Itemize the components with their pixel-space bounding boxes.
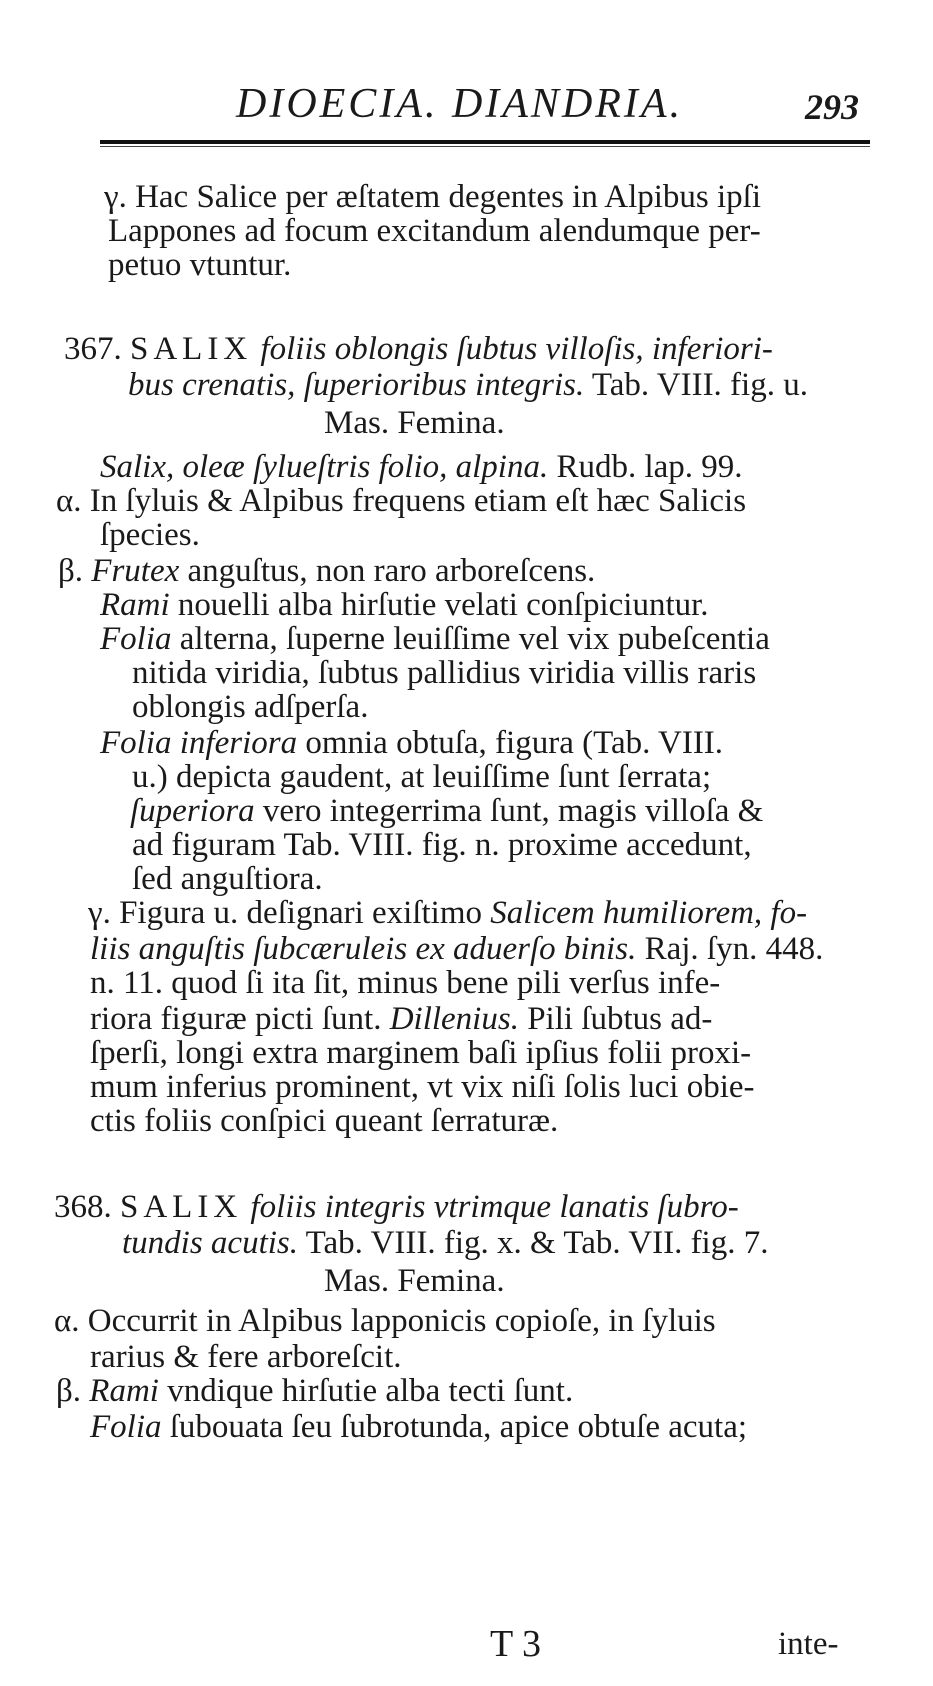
- text-line: [122, 1224, 768, 1262]
- text-line: [100, 620, 770, 658]
- text-line: [132, 758, 711, 796]
- text-line: [90, 930, 823, 968]
- italic-text: bus crenatis, ſuperioribus integris.: [128, 367, 585, 403]
- italic-text: Rami: [89, 1373, 159, 1409]
- text-line: [88, 894, 807, 932]
- text-line: [128, 366, 808, 404]
- text-segment: Mas. Femina.: [324, 405, 505, 441]
- text-line: [54, 1188, 739, 1226]
- text-segment: Raj. ſyn. 448.: [636, 931, 824, 967]
- page-number: 293: [805, 87, 859, 127]
- catchword: inte-: [778, 1626, 839, 1662]
- text-line: [100, 516, 200, 554]
- text-line: [132, 654, 756, 692]
- italic-text: Rami: [100, 587, 170, 623]
- text-segment: petuo vtuntur.: [108, 247, 292, 283]
- text-segment: oblongis adſperſa.: [132, 689, 369, 725]
- text-line: [90, 1000, 712, 1038]
- text-line: [56, 1372, 573, 1410]
- text-segment: Rudb. lap. 99.: [548, 449, 743, 485]
- text-segment: β.: [56, 1373, 90, 1409]
- text-line: [100, 724, 723, 762]
- text-segment: ad figuram Tab. VIII. fig. n. proxime accedunt,: [132, 827, 752, 863]
- text-line: [90, 1408, 747, 1446]
- text-segment: nouelli alba hirſutie velati conſpiciuntur.: [169, 587, 709, 623]
- text-segment: Tab. VIII. fig. u.: [584, 367, 808, 403]
- text-line: [132, 688, 368, 726]
- italic-text: Salix, oleæ ſylueſtris folio, alpina.: [100, 449, 549, 485]
- running-head: DIOECIA. DIANDRIA.: [236, 81, 684, 127]
- text-segment: α. In ſyluis & Alpibus frequens etiam eſt hæc Salicis: [56, 483, 747, 519]
- text-line: [132, 860, 323, 898]
- text-line: [58, 552, 595, 590]
- text-segment: vero integerrima ſunt, magis villoſa &: [254, 793, 764, 829]
- text-segment: γ. Figura u. deſignari exiſtimo: [88, 895, 491, 931]
- text-line: [90, 964, 720, 1002]
- text-segment: α. Occurrit in Alpibus lapponicis copioſe, in ſyluis: [54, 1303, 716, 1339]
- italic-text: Frutex: [91, 553, 180, 589]
- italic-text: Salicem humiliorem, fo-: [490, 895, 808, 931]
- signature-mark: T 3: [490, 1623, 542, 1665]
- text-line: [324, 1262, 505, 1300]
- text-line: [90, 1068, 755, 1106]
- italic-text: Folia: [90, 1409, 162, 1445]
- italic-text: Folia inferiora: [100, 725, 298, 761]
- text-segment: ſpecies.: [100, 517, 200, 553]
- text-line: [90, 1338, 402, 1376]
- text-segment: ctis foliis conſpici queant ſerraturæ.: [90, 1103, 559, 1139]
- text-segment: mum inferius prominent, vt vix niſi ſolis luci obie-: [90, 1069, 755, 1105]
- italic-text: foliis oblongis ſubtus villoſis, inferiori-: [252, 331, 773, 367]
- text-segment: ſperſi, longi extra marginem baſi ipſius folii proxi-: [90, 1035, 752, 1071]
- italic-text: Dillenius.: [389, 1001, 519, 1037]
- text-segment: γ. Hac Salice per æſtatem degentes in Alpibus ipſi: [104, 179, 762, 215]
- text-segment: β.: [58, 553, 92, 589]
- text-segment: Lappones ad focum excitandum alendumque per-: [108, 213, 761, 249]
- italic-text: Folia: [100, 621, 172, 657]
- text-segment: vndique hirſutie alba tecti ſunt.: [158, 1373, 574, 1409]
- italic-text: liis anguſtis ſubcæruleis ex aduerſo binis.: [90, 931, 637, 967]
- text-segment: Tab. VIII. fig. x. & Tab. VII. fig. 7.: [298, 1225, 769, 1261]
- text-segment: ſubouata ſeu ſubrotunda, apice obtuſe acuta;: [161, 1409, 748, 1445]
- text-segment: 368.: [54, 1189, 120, 1225]
- text-line: [132, 826, 752, 864]
- text-segment: nitida viridia, ſubtus pallidius viridia villis raris: [132, 655, 757, 691]
- text-segment: ſed anguſtiora.: [132, 861, 323, 897]
- text-segment: Mas. Femina.: [324, 1263, 505, 1299]
- text-segment: rarius & fere arboreſcit.: [90, 1339, 402, 1375]
- text-line: [64, 330, 773, 368]
- text-segment: u.) depicta gaudent, at leuiſſime ſunt ſerrata;: [132, 759, 712, 795]
- text-line: [130, 792, 763, 830]
- text-line: [100, 448, 743, 486]
- text-segment: omnia obtuſa, figura (Tab. VIII.: [297, 725, 724, 761]
- text-segment: anguſtus, non raro arboreſcens.: [179, 553, 596, 589]
- text-segment: alterna, ſuperne leuiſſime vel vix pubeſcentia: [171, 621, 770, 657]
- text-segment: Pili ſubtus ad-: [518, 1001, 713, 1037]
- text-line: [108, 212, 761, 250]
- text-line: [104, 178, 761, 216]
- text-segment: riora figuræ picti ſunt.: [90, 1001, 390, 1037]
- text-line: [100, 586, 709, 624]
- italic-text: foliis integris vtrimque lanatis ſubro-: [242, 1189, 739, 1225]
- text-line: [56, 482, 746, 520]
- text-line: [108, 246, 291, 284]
- text-segment: 367.: [64, 331, 130, 367]
- italic-text: tundis acutis.: [122, 1225, 299, 1261]
- text-segment: n. 11. quod ſi ita ſit, minus bene pili verſus infe-: [90, 965, 721, 1001]
- species-genus-name: SALIX: [120, 1189, 243, 1225]
- italic-text: ſuperiora: [130, 793, 255, 829]
- header-rule: [100, 140, 870, 144]
- text-line: [90, 1102, 558, 1140]
- text-line: [54, 1302, 716, 1340]
- text-line: [324, 404, 505, 442]
- species-genus-name: SALIX: [130, 331, 253, 367]
- text-line: [90, 1034, 751, 1072]
